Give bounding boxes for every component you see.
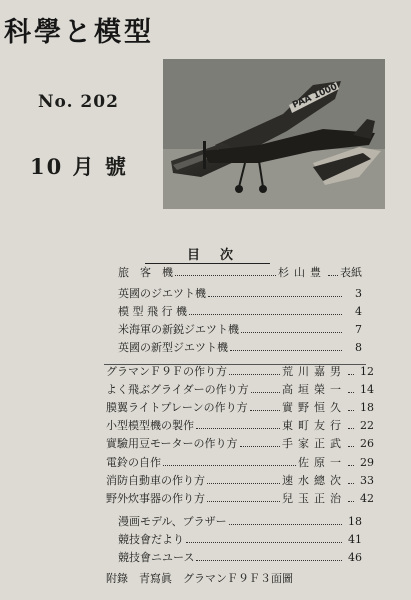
toc-entry: 競技會だより 41 — [118, 533, 362, 546]
toc-entry: 消防自動車の作り方 速水總次 33 — [106, 474, 374, 487]
issue-number: No. 202 — [38, 92, 119, 112]
toc-entry: よく飛ぶグライダーの作り方 高垣榮一 14 — [106, 383, 374, 396]
toc-entry: 實驗用豆モーターの作り方 手家正武 26 — [106, 437, 374, 450]
toc-entry: 膜翼ライトプレーンの作り方 實野恒久 18 — [106, 401, 374, 414]
toc-entry: 米海軍の新鋭ジエツト機 7 — [118, 323, 362, 336]
magazine-title: 科學と模型 — [4, 17, 154, 48]
appendix-note: 附錄 青寫眞 グラマンＦ９Ｆ３面圖 — [106, 572, 293, 585]
toc-entry: 漫画モデル、ブラザー 18 — [118, 515, 362, 528]
toc-entry: 英國の新型ジエツト機 8 — [118, 341, 362, 354]
toc-entry: 電鈴の自作 佐原一 29 — [106, 456, 374, 469]
model-airplane-photo — [163, 59, 385, 209]
toc-title: 目次 — [186, 248, 253, 263]
toc-entry: 競技會ニユース 46 — [118, 551, 362, 564]
toc-entry: 模 型 飛 行 機 4 — [118, 305, 362, 318]
toc-entry: グラマンＦ９Ｆの作り方 荒川嘉男 12 — [106, 365, 374, 378]
issue-month: 10 月 號 — [30, 154, 128, 179]
toc-entry: 小型模型機の製作 東町友行 22 — [106, 419, 374, 432]
toc-entry: 旅 客 機 杉山豊 表紙 — [118, 266, 362, 279]
toc-entry: 英國のジエツト機 3 — [118, 287, 362, 300]
wing-marking: PAA 1000 — [291, 82, 339, 111]
toc-entry: 野外炊事器の作り方 兒玉正治 42 — [106, 492, 374, 505]
